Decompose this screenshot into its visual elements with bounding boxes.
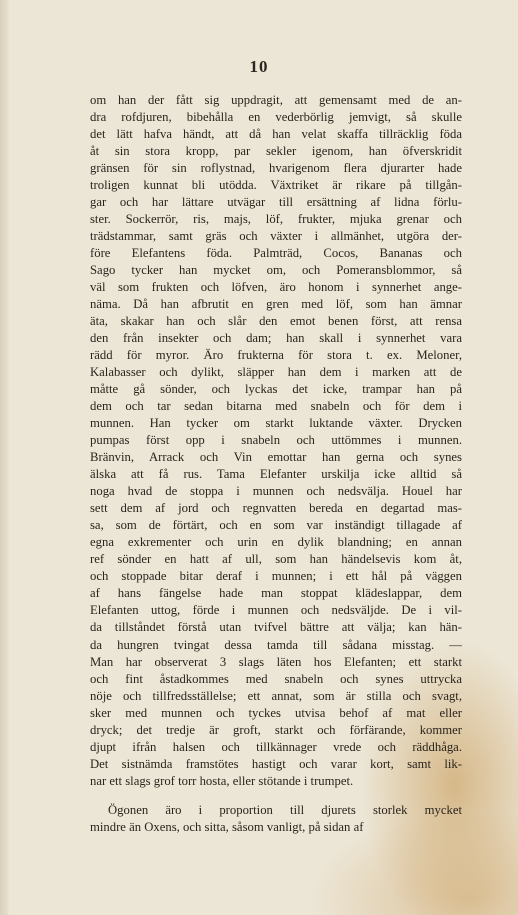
text-line: och stoppade bitar deraf i munnen; i ett hål på väggen [90, 569, 462, 584]
paragraph-2 [90, 802, 462, 836]
text-line: gränsen för sin roflystnad, hvarigenom flera djurarter hade [90, 161, 462, 176]
text-line: mindre än Oxens, och sitta, såsom vanligt, på sidan af [90, 819, 364, 834]
page-number: 10 [249, 57, 269, 76]
text-line: om han der fått sig uppdragit, att gemensamt med de an- [90, 93, 462, 107]
paragraph-1 [90, 92, 462, 790]
text-line: da tillståndet förstå utan tvifvel bättre att välja; kan hän- [90, 620, 462, 635]
page-gutter-edge [0, 0, 8, 915]
text-line: troligen kunnat bli utödda. Växtriket är rikare på tillgån- [90, 178, 462, 193]
body-text [90, 92, 462, 836]
text-line: åt sin stora kropp, par sekler igenom, han öfverskridit [90, 144, 462, 159]
text-line: Det sistnämda framstötes hastigt och varar kort, samt lik- [90, 756, 462, 771]
text-line: Man har observerat 3 slags läten hos Elefanten; ett starkt [90, 654, 462, 669]
text-line: äta, skakar han och slår den emot benen först, att rensa [90, 314, 462, 329]
text-line: dra rofdjuren, bibehålla en vederbörlig jemvigt, så skulle [90, 110, 462, 125]
text-line: ster. Sockerrör, ris, majs, löf, frukter, mjuka grenar och [90, 212, 462, 227]
text-line: munnen. Han tycker om starkt luktande växter. Drycken [90, 416, 462, 431]
text-line: sker med munnen och tyckes utvisa behof af mat eller [90, 705, 462, 720]
text-line: väl som frukten och löfven, äro honom i synnerhet ange- [90, 280, 462, 295]
text-line: Kalabasser och dylikt, släpper han dem i marken att de [90, 365, 462, 380]
text-line: älska att få rus. Tama Elefanter urskilja icke alltid så [90, 467, 462, 482]
text-line: rädd för myror. Äro frukterna för stora t. ex. Meloner, [90, 348, 462, 363]
text-line: Sago tycker han mycket om, och Pomeransblommor, så [90, 263, 462, 278]
text-line: egna exkrementer och urin en dylik blandning; en annan [90, 535, 462, 550]
text-line: den från insekter och dam; han skall i synnerhet vara [90, 331, 462, 346]
text-line: sa, som de förtärt, och en som var inständigt tillagade af [90, 518, 462, 533]
text-line: gar och har lättare utvägar till ersättning af lidna förlu- [90, 195, 462, 210]
text-line: nöje och tillfredsställelse; ett annat, som är stilla och svagt, [90, 688, 462, 703]
text-line: måtte gå sönder, och lyckas det icke, trampar han på [90, 382, 462, 397]
text-line: det lätt hafva händt, att då han velat skaffa tillräcklig föda [90, 127, 462, 142]
text-line: och fint åstadkommes med snabeln och synes uttrycka [90, 671, 462, 686]
text-line: Ögonen äro i proportion till djurets storlek mycket [108, 802, 462, 817]
text-line: dryck; det tredje är groft, starkt och förfärande, kommer [90, 722, 462, 737]
text-line: näma. Då han afbrutit en gren med löf, som han ämnar [90, 297, 462, 312]
text-line: Elefanten uttog, förde i munnen och nedsväljde. De i vil- [90, 603, 462, 618]
text-line: pumpas först opp i snabeln och uttömmes i munnen. [90, 433, 462, 448]
text-line: dem och tar sedan bitarna med snabeln och för dem i [90, 399, 462, 414]
text-line: noga hvad de stoppa i munnen och nedsvälja. Houel har [90, 484, 462, 499]
text-line: djupt ifrån halsen och tillkännager vrede och räddhåga. [90, 739, 462, 754]
text-line: före Elefantens föda. Palmträd, Cocos, Bananas och [90, 246, 462, 261]
text-line: af hans fängelse hade man stoppat klädeslappar, dem [90, 586, 462, 601]
text-line: trädstammar, samt gräs och växter i allmänhet, utgöra der- [90, 229, 462, 244]
text-line: sett dem af jord och regnvatten bereda en degartad mas- [90, 501, 462, 516]
text-line: Bränvin, Arrack och Vin emottar han gerna och synes [90, 450, 462, 465]
text-line: ref sönder en hatt af ull, som han händelsevis kom åt, [90, 552, 462, 567]
text-line: da hungren tvingat dessa tamda till sådana misstag. — [90, 637, 462, 652]
text-line: nar ett slags grof torr hosta, eller stötande i trumpet. [90, 773, 354, 788]
